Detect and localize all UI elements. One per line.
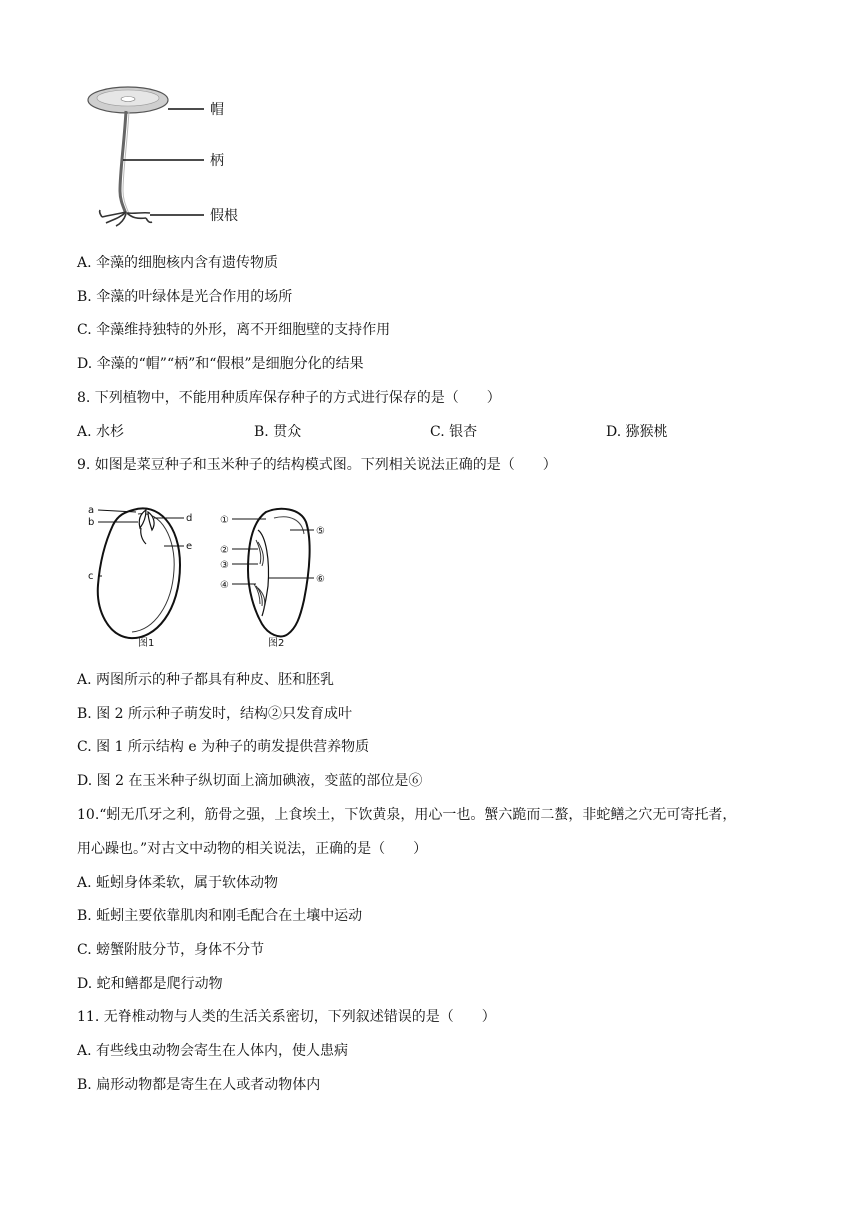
q7-option-d: D. 伞藻的“帽”“柄”和“假根”是细胞分化的结果 [77,356,364,372]
q7-option-b: B. 伞藻的叶绿体是光合作用的场所 [77,289,293,305]
bean-label-b: b [88,517,95,528]
corn-seed-outline [248,509,310,637]
q9-option-b: B. 图 2 所示种子萌发时，结构②只发育成叶 [77,706,352,722]
q9-stem: 9. 如图是菜豆种子和玉米种子的结构模式图。下列相关说法正确的是（ ） [77,457,557,473]
q10-stem-line1: 10.“蚓无爪牙之利，筋骨之强，上食埃土，下饮黄泉，用心一也。蟹六跪而二螯，非蛇鳝之穴无可寄托者， [77,807,737,823]
q8-stem: 8. 下列植物中，不能用种质库保存种子的方式进行保存的是（ ） [77,390,501,406]
corn-label-2: ② [220,545,229,556]
q10-option-a: A. 蚯蚓身体柔软，属于软体动物 [77,875,279,891]
stalk-label: 柄 [210,153,224,169]
q11-option-a: A. 有些线虫动物会寄生在人体内，使人患病 [77,1043,349,1059]
q9-option-a: A. 两图所示的种子都具有种皮、胚和胚乳 [77,672,335,688]
q8-option-a: A. 水杉 [77,424,125,440]
corn-label-3: ③ [220,560,229,571]
corn-label-5: ⑤ [316,526,325,537]
bean-seed-figure [88,500,208,650]
bean-label-d: d [186,513,193,524]
q7-option-c: C. 伞藻维持独特的外形，离不开细胞壁的支持作用 [77,322,391,338]
corn-seed-figure [218,500,338,650]
q8-option-b: B. 贯众 [254,424,302,440]
rhizoid-shape [100,210,152,226]
fig1-caption: 图1 [138,638,155,649]
acetabularia-figure [80,76,280,236]
q11-option-b: B. 扁形动物都是寄生在人或者动物体内 [77,1077,321,1093]
q10-option-d: D. 蛇和鳝都是爬行动物 [77,976,223,992]
corn-label-6: ⑥ [316,574,325,585]
rhizoid-label: 假根 [210,208,238,224]
corn-label-1: ① [220,515,229,526]
q10-option-b: B. 蚯蚓主要依靠肌肉和刚毛配合在土壤中运动 [77,908,363,924]
q10-option-c: C. 螃蟹附肢分节，身体不分节 [77,942,265,958]
corn-label-4: ④ [220,580,229,591]
q7-option-a: A. 伞藻的细胞核内含有遗传物质 [77,255,279,271]
fig2-caption: 图2 [268,638,285,649]
q11-stem: 11. 无脊椎动物与人类的生活关系密切，下列叙述错误的是（ ） [77,1009,496,1025]
q9-option-d: D. 图 2 在玉米种子纵切面上滴加碘液，变蓝的部位是⑥ [77,773,423,789]
q8-option-c: C. 银杏 [430,424,478,440]
cap-label: 帽 [210,102,224,118]
q10-stem-line2: 用心躁也。”对古文中动物的相关说法，正确的是（ ） [77,841,428,857]
bean-label-c: c [88,571,94,582]
bean-label-e: e [186,541,193,552]
q8-option-d: D. 猕猴桃 [606,424,668,440]
bean-seed-outline [98,508,180,638]
q9-option-c: C. 图 1 所示结构 e 为种子的萌发提供营养物质 [77,739,370,755]
bean-label-a: a [88,505,95,516]
